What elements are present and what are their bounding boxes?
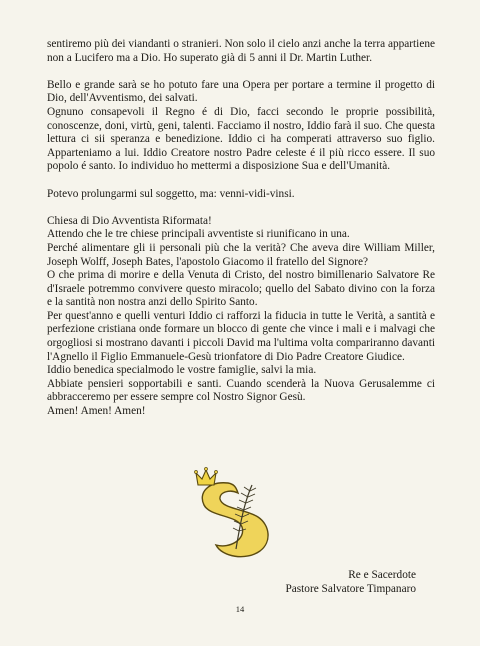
signature-name: Pastore Salvatore Timpanaro bbox=[285, 582, 416, 595]
s-letter-shape bbox=[202, 483, 268, 557]
crown-shape bbox=[196, 470, 216, 485]
paragraph: Chiesa di Dio Avventista Riformata! bbox=[47, 214, 212, 227]
paragraph: Ognuno consapevoli il Regno é di Dio, facci secondo le proprie possibilità, conoscenze, doni, virtù, geni, talenti. Facciamo il nostro, Iddio farà il suo. Che questa lettura ci sii speranza e benedizione. Iddio ci ha comperati attraverso suo figlio. Apparteniamo a lui. Iddio Creatore nostro Padre celeste é il più ricco essere. Il suo popolo é santo. Io individuo ho mettermi a disposizione Sua e dell'Umanità. bbox=[47, 105, 435, 173]
paragraph: Attendo che le tre chiese principali avventiste si riunificano in una. bbox=[47, 228, 350, 241]
paragraph-gap bbox=[47, 174, 435, 188]
paragraph: Iddio benedica specialmodo le vostre famiglie, salvi la mia. bbox=[47, 364, 317, 377]
signature-block bbox=[285, 569, 416, 597]
signature-title: Re e Sacerdote bbox=[348, 569, 416, 581]
paragraph: Abbiate pensieri sopportabili e santi. Cuando scenderà la Nuova Gerusalemme ci abbracceremo per essere sempre col Nostro Signor Gesù. bbox=[47, 377, 435, 404]
paragraph: sentiremo più dei viandanti o stranieri. Non solo il cielo anzi anche la terra appartiene non a Lucifero ma a Dio. Ho superato già di 5 anni il Dr. Martin Luther. bbox=[47, 38, 435, 64]
body-text bbox=[47, 38, 435, 419]
paragraph: Bello e grande sarà se ho potuto fare una Opera per portare a termine il progetto di Dio, dell'Avventismo, dei salvati. bbox=[47, 78, 435, 105]
paragraph-gap bbox=[47, 201, 435, 215]
page-number: 14 bbox=[235, 604, 245, 614]
paragraph-gap bbox=[47, 65, 435, 79]
paragraph: O che prima di morire e della Venuta di Cristo, del nostro bimillenario Salvatore Re d'Israele potremmo convivere questo miracolo; quello del Sabato divino con la forza e la santità non nostra anzi dello Spirito Santo. bbox=[47, 269, 435, 309]
paragraph: Perché alimentare gli ii personali più che la verità? Che aveva dire William Miller, Joseph Wolff, Joseph Bates, l'apostolo Giacomo il fratello del Signore? bbox=[47, 241, 435, 268]
paragraph: Amen! Amen! Amen! bbox=[47, 405, 146, 418]
paragraph: Potevo prolungarmi sul soggetto, ma: venni-vidi-vinsi. bbox=[47, 187, 295, 200]
paragraph: Per quest'anno e quelli venturi Iddio ci rafforzi la fiducia in tutte le Verità, a santità e perfezione cristiana onde formare un blocco di gente che vince i mali e i malvagi che orgogliosi si mostrano davanti i piccoli David ma l'ultima volta compariranno davanti l'Agnello il Figlio Emmanuele-Gesù trionfatore di Dio Padre Creatore Giudice. bbox=[47, 309, 435, 363]
crowned-s-palm-emblem-icon bbox=[186, 463, 294, 571]
